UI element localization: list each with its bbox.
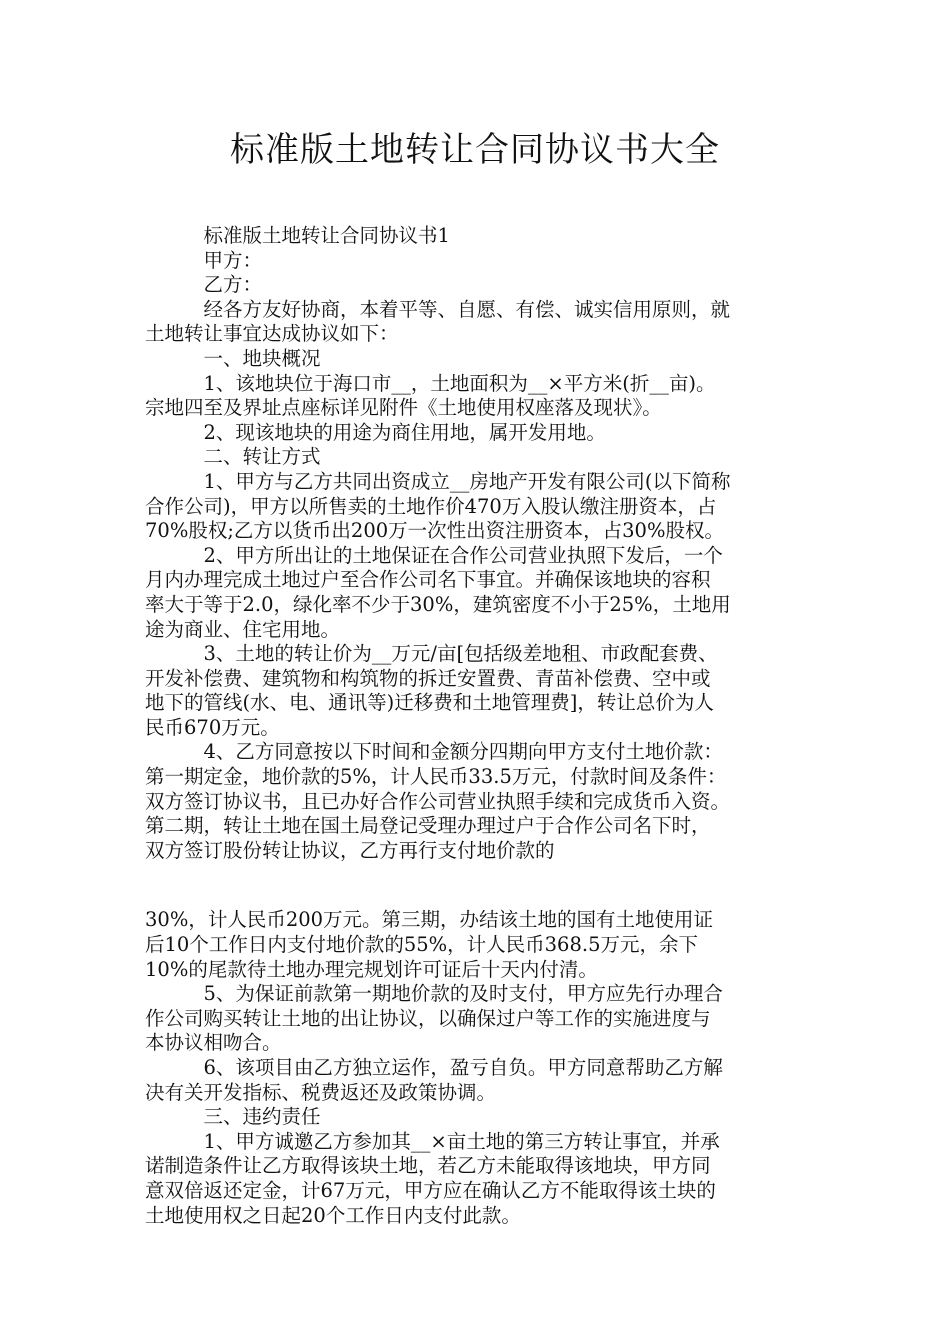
body-line: 土地使用权之日起20个工作日内支付此款。 — [145, 1203, 521, 1227]
body-line: 合作公司)，甲方以所售卖的土地作价470万入股认缴注册资本，占 — [145, 494, 717, 518]
body-line: 3、土地的转让价为__万元/亩[包括级差地租、市政配套费、 — [145, 642, 718, 666]
body-line: 10%的尾款待土地办理完规划许可证后十天内付清。 — [145, 957, 598, 981]
body-line: 诺制造条件让乙方取得该块土地，若乙方未能取得该地块，甲方同 — [145, 1154, 711, 1178]
body-line: 后10个工作日内支付地价款的55%，计人民币368.5万元，余下 — [145, 933, 698, 957]
body-line: 一、地块概况 — [145, 346, 321, 370]
body-line: 宗地四至及界址点座标详见附件《土地使用权座落及现状》。 — [145, 396, 662, 420]
body-line: 1、该地块位于海口市__，土地面积为__×平方米(折__亩)。 — [145, 371, 716, 395]
body-line: 第一期定金，地价款的5%，计人民币33.5万元，付款时间及条件： — [145, 765, 727, 789]
body-line: 月内办理完成土地过户至合作公司名下事宜。并确保该地块的容积 — [145, 568, 711, 592]
body-line: 地下的管线(水、电、通讯等)迁移费和土地管理费]，转让总价为人 — [145, 691, 714, 715]
body-line: 民币670万元。 — [145, 715, 280, 739]
body-line: 决有关开发指标、税费返还及政策协调。 — [145, 1080, 497, 1104]
body-line: 2、甲方所出让的土地保证在合作公司营业执照下发后，一个 — [145, 543, 723, 567]
document-title: 标准版土地转让合同协议书大全 — [230, 130, 720, 170]
body-line: 作公司购买转让土地的出让协议，以确保过户等工作的实施进度与 — [145, 1006, 711, 1030]
body-line: 三、违约责任 — [145, 1105, 321, 1129]
body-line: 6、该项目由乙方独立运作，盈亏自负。甲方同意帮助乙方解 — [145, 1056, 723, 1079]
body-line: 1、甲方与乙方共同出资成立__房地产开发有限公司(以下简称 — [145, 469, 731, 493]
body-line: 土地转让事宜达成协议如下： — [145, 322, 399, 346]
body-line: 本协议相吻合。 — [145, 1031, 282, 1055]
body-line: 30%，计人民币200万元。第三期，办结该土地的国有土地使用证 — [145, 908, 714, 932]
body-line: 标准版土地转让合同协议书1 — [145, 224, 450, 247]
body-line: 4、乙方同意按以下时间和金额分四期向甲方支付土地价款： — [145, 740, 723, 764]
body-line: 甲方： — [145, 248, 263, 272]
body-line: 第二期，转让土地在国土局登记受理办理过户于合作公司名下时， — [145, 814, 711, 838]
body-line: 1、甲方诚邀乙方参加其__×亩土地的第三方转让事宜，并承 — [145, 1129, 720, 1153]
body-line: 乙方： — [145, 273, 263, 297]
body-line: 开发补偿费、建筑物和构筑物的拆迁安置费、青苗补偿费、空中或 — [145, 666, 711, 690]
body-line: 意双倍返还定金，计67万元，甲方应在确认乙方不能取得该土块的 — [145, 1178, 716, 1202]
body-line: 70%股权;乙方以货币出200万一次性出资注册资本，占30%股权。 — [145, 519, 724, 543]
body-line: 途为商业、住宅用地。 — [145, 617, 341, 641]
body-line: 双方签订股份转让协议，乙方再行支付地价款的 — [145, 838, 555, 862]
document-body — [145, 224, 810, 1228]
body-line: 双方签订协议书，且已办好合作公司营业执照手续和完成货币入资。 — [145, 789, 731, 813]
body-line: 二、转让方式 — [145, 445, 321, 469]
body-line: 5、为保证前款第一期地价款的及时支付，甲方应先行办理合 — [145, 982, 723, 1006]
body-line: 经各方友好协商，本着平等、自愿、有偿、诚实信用原则，就 — [145, 297, 731, 321]
page-gap — [145, 863, 810, 908]
body-line: 率大于等于2.0，绿化率不少于30%，建筑密度不小于25%，土地用 — [145, 592, 731, 616]
body-line: 2、现该地块的用途为商住用地，属开发用地。 — [145, 420, 606, 444]
